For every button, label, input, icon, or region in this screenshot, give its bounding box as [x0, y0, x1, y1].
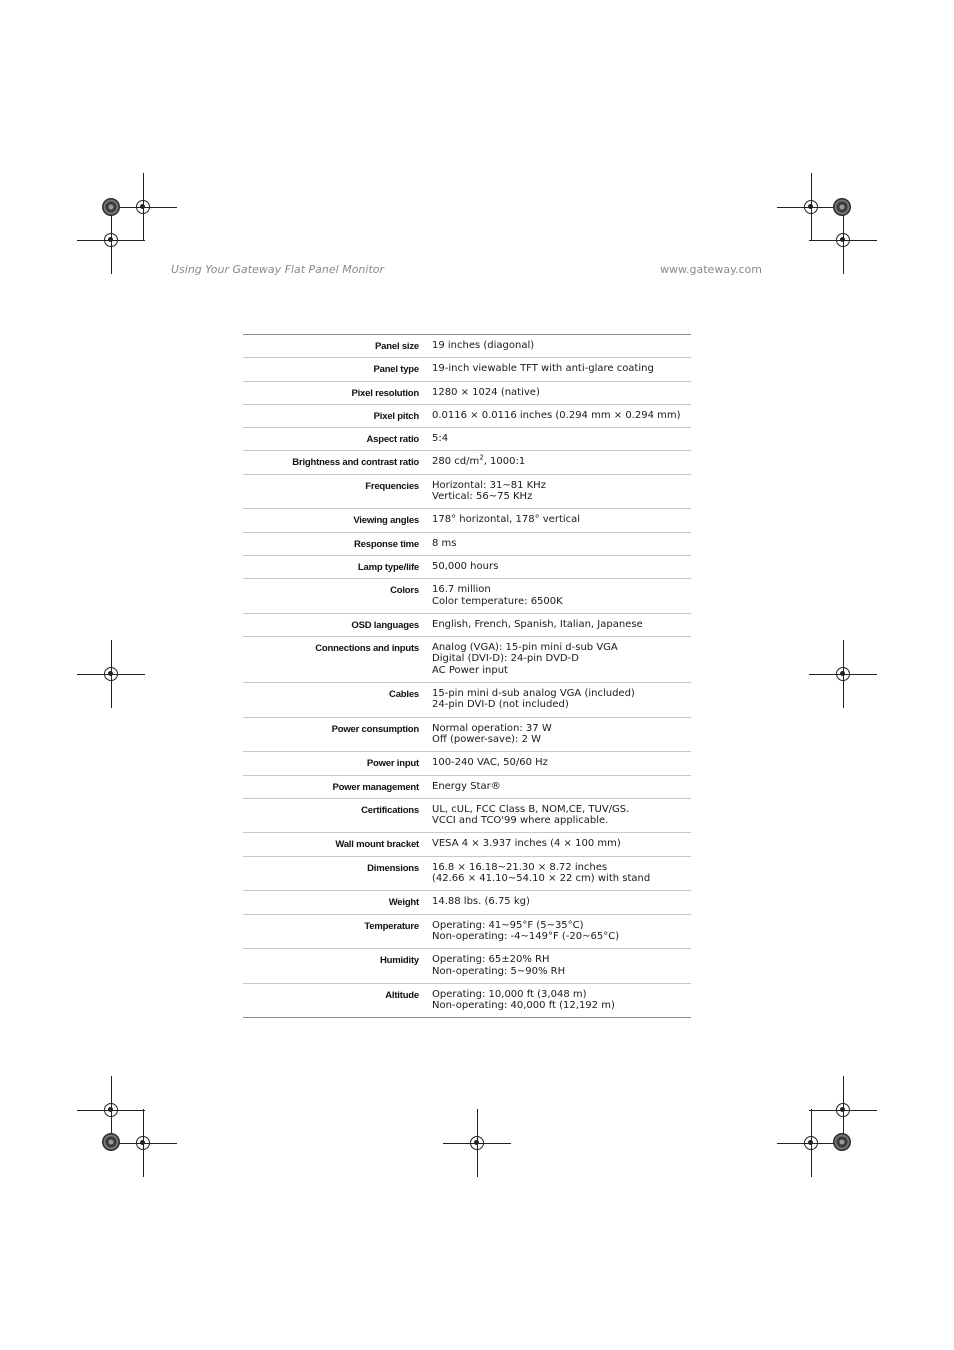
spec-value: [432, 509, 691, 532]
spec-value-line: 16.8 × 16.18~21.30 × 8.72 inches: [432, 861, 608, 873]
spec-value-line: 178° horizontal, 178° vertical: [432, 514, 581, 526]
spec-row: [243, 856, 691, 891]
specifications-table-body: [243, 335, 691, 1018]
spec-value: [432, 613, 691, 636]
spec-value: [432, 358, 691, 381]
spec-label: Colors: [390, 585, 419, 597]
spec-value: [432, 983, 691, 1018]
spec-value-line: (42.66 × 41.10~54.10 × 22 cm) with stand: [432, 873, 651, 885]
spec-value-line: Non-operating: 5~90% RH: [432, 965, 566, 977]
spec-value-line: 19 inches (diagonal): [432, 340, 535, 351]
spec-label: Viewing angles: [353, 515, 419, 527]
spec-value: [432, 428, 691, 451]
spec-value: [432, 914, 691, 949]
spec-row: [243, 949, 691, 984]
spec-value: [432, 381, 691, 404]
spec-label: OSD languages: [351, 619, 419, 631]
spec-value: [432, 717, 691, 752]
spec-value: [432, 474, 691, 509]
running-header-url: www.gateway.com: [660, 263, 762, 276]
spec-value-line: Operating: 10,000 ft (3,048 m): [432, 988, 587, 1000]
spec-value: [432, 856, 691, 891]
spec-value-line: Color temperature: 6500K: [432, 595, 563, 607]
spec-value: [432, 451, 691, 474]
spec-value-line: VESA 4 × 3.937 inches (4 × 100 mm): [432, 838, 621, 850]
spec-label: Lamp type/life: [357, 561, 419, 573]
spec-value-line: Operating: 41~95°F (5~35°C): [432, 919, 584, 931]
spec-row: [243, 381, 691, 404]
spec-label: Power management: [332, 781, 419, 793]
color-target-icon: [102, 198, 120, 216]
spec-value: [432, 683, 691, 718]
spec-value-line: 14.88 lbs. (6.75 kg): [432, 896, 530, 908]
spec-value-line: [432, 456, 691, 467]
spec-row: [243, 752, 691, 775]
spec-row: [243, 404, 691, 427]
spec-row: [243, 775, 691, 798]
spec-value: [432, 891, 691, 914]
spec-value-line: Energy Star®: [432, 780, 501, 792]
spec-value-line: 15-pin mini d-sub analog VGA (included): [432, 688, 635, 700]
spec-label: Aspect ratio: [366, 434, 419, 446]
spec-value-line: Horizontal: 31~81 KHz: [432, 479, 546, 491]
spec-value-suffix: , 1000:1: [483, 456, 526, 468]
spec-row: [243, 914, 691, 949]
spec-row: [243, 555, 691, 578]
spec-value-line: 50,000 hours: [432, 560, 499, 572]
spec-row: [243, 335, 691, 358]
spec-value: [432, 532, 691, 555]
spec-row: [243, 637, 691, 683]
spec-value: [432, 833, 691, 856]
spec-row: [243, 358, 691, 381]
spec-value-line: Non-operating: -4~149°F (-20~65°C): [432, 930, 620, 942]
spec-value-line: 16.7 million: [432, 584, 491, 596]
spec-row: [243, 509, 691, 532]
color-target-icon: [833, 1133, 851, 1151]
spec-label: Power consumption: [331, 723, 419, 735]
spec-value-line: Off (power-save): 2 W: [432, 733, 542, 745]
spec-label: Weight: [388, 897, 419, 909]
spec-label: Humidity: [379, 955, 419, 967]
spec-row: [243, 532, 691, 555]
spec-value-line: 0.0116 × 0.0116 inches (0.294 mm × 0.294 mm): [432, 409, 681, 421]
spec-value: [432, 404, 691, 427]
spec-label: Connections and inputs: [315, 643, 419, 655]
spec-label: Temperature: [364, 920, 419, 932]
spec-value-line: 1280 × 1024 (native): [432, 386, 540, 398]
spec-value-line: AC Power input: [432, 664, 508, 676]
spec-value-line: 19-inch viewable TFT with anti-glare coating: [432, 363, 654, 375]
spec-row: [243, 451, 691, 474]
spec-label: Dimensions: [367, 862, 419, 874]
spec-value-line: English, French, Spanish, Italian, Japanese: [432, 618, 643, 630]
spec-label: Frequencies: [365, 480, 419, 492]
spec-value: [432, 798, 691, 833]
spec-label: Panel type: [373, 364, 419, 376]
spec-value-prefix: 280 cd/m: [432, 456, 480, 468]
spec-value-line: 24-pin DVI-D (not included): [432, 699, 569, 711]
spec-value-line: Analog (VGA): 15-pin mini d-sub VGA: [432, 642, 618, 654]
spec-value: [432, 555, 691, 578]
spec-row: [243, 428, 691, 451]
spec-value: [432, 637, 691, 683]
spec-row: [243, 891, 691, 914]
running-header-title: Using Your Gateway Flat Panel Monitor: [171, 263, 385, 276]
spec-row: [243, 683, 691, 718]
spec-label: Certifications: [361, 804, 419, 816]
spec-value-line: Normal operation: 37 W: [432, 722, 552, 734]
spec-value: [432, 579, 691, 614]
color-target-icon: [102, 1133, 120, 1151]
spec-value-line: Vertical: 56~75 KHz: [432, 491, 533, 503]
spec-value-line: 8 ms: [432, 537, 457, 549]
spec-value: [432, 775, 691, 798]
spec-row: [243, 474, 691, 509]
spec-label: Wall mount bracket: [335, 839, 419, 851]
spec-value-line: Digital (DVI-D): 24-pin DVD-D: [432, 653, 579, 665]
spec-row: [243, 613, 691, 636]
spec-label: Altitude: [385, 989, 419, 1001]
spec-row: [243, 579, 691, 614]
spec-label: Pixel pitch: [373, 410, 419, 422]
spec-row: [243, 717, 691, 752]
spec-value: [432, 335, 691, 358]
spec-value-line: Operating: 65±20% RH: [432, 954, 550, 966]
spec-label: Power input: [366, 758, 419, 770]
spec-label: Panel size: [375, 341, 419, 352]
spec-label: Brightness and contrast ratio: [292, 457, 419, 469]
spec-value: [432, 949, 691, 984]
spec-value: [432, 752, 691, 775]
spec-label: Cables: [389, 689, 419, 701]
spec-row: [243, 798, 691, 833]
spec-value-line: Non-operating: 40,000 ft (12,192 m): [432, 1000, 615, 1012]
spec-value-line: VCCI and TCO'99 where applicable.: [432, 815, 609, 827]
spec-label: Response time: [354, 538, 419, 550]
spec-row: [243, 833, 691, 856]
spec-value-line: UL, cUL, FCC Class B, NOM,CE, TUV/GS.: [432, 803, 630, 815]
spec-row: [243, 983, 691, 1018]
specifications-table: [243, 334, 691, 1018]
spec-value-line: 5:4: [432, 433, 449, 445]
spec-label: Pixel resolution: [351, 387, 419, 399]
spec-value-superscript: 2: [479, 454, 484, 463]
color-target-icon: [833, 198, 851, 216]
spec-value-line: 100-240 VAC, 50/60 Hz: [432, 757, 548, 769]
